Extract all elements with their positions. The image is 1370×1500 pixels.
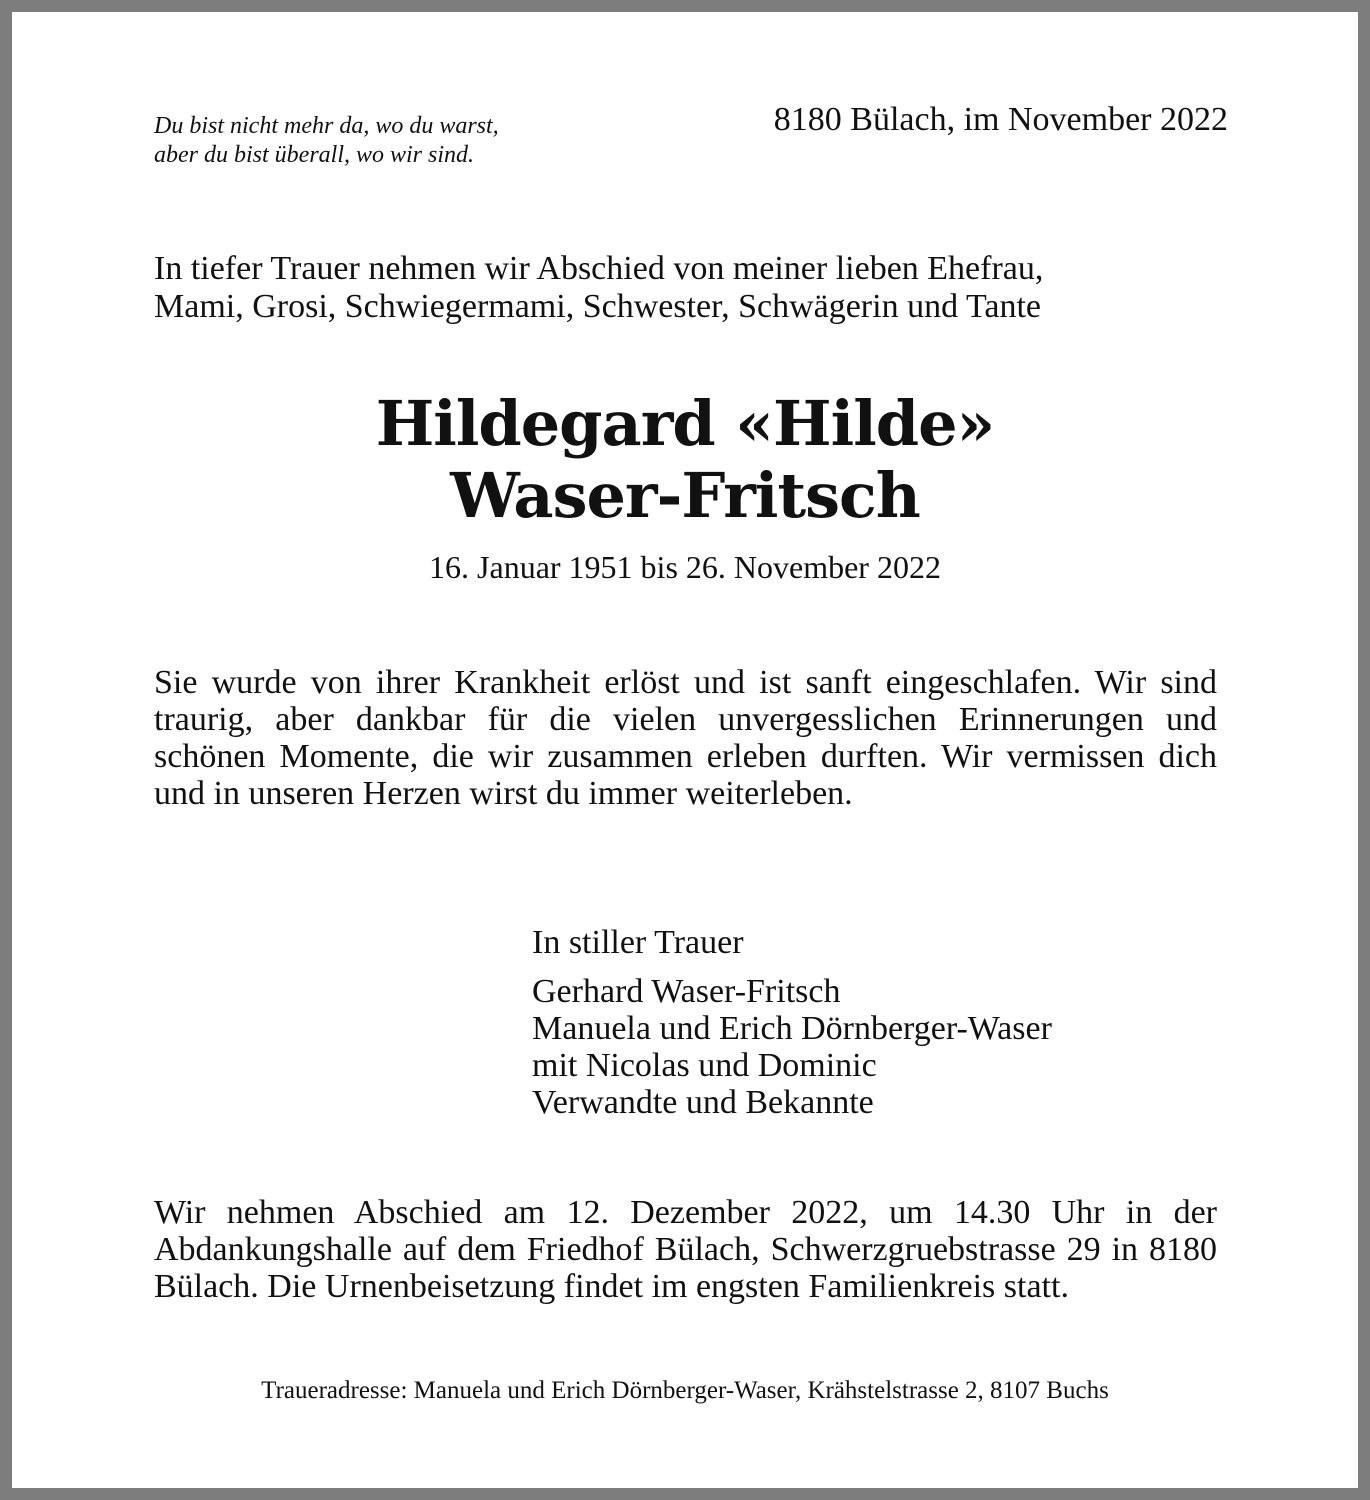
motto-line-1: Du bist nicht mehr da, wo du warst,	[154, 113, 499, 139]
mourners-heading: In stiller Trauer	[532, 924, 744, 961]
mourner-name: mit Nicolas und Dominic	[532, 1047, 877, 1084]
obituary-sheet	[12, 12, 1358, 1488]
mourning-address: Traueradresse: Manuela und Erich Dörnberger-Waser, Krähstelstrasse 2, 8107 Buchs	[261, 1377, 1109, 1404]
mourner-name: Gerhard Waser-Fritsch	[532, 973, 841, 1010]
mourners-list	[532, 973, 1232, 1121]
motto-quote	[154, 112, 674, 170]
motto-line-2: aber du bist überall, wo wir sind.	[154, 142, 475, 168]
mourner-name: Manuela und Erich Dörnberger-Waser	[532, 1010, 1052, 1047]
tribute-text: Sie wurde von ihrer Krankheit erlöst und ist sanft eingeschlafen. Wir sind traurig, aber dankbar für die vielen unvergesslichen Erinnerungen und schönen Momente, die wir zusammen erleben durften. Wir vermissen dich und in unseren Herzen wirst du immer weiterleben.	[154, 664, 1217, 812]
deceased-name	[12, 388, 1358, 532]
intro-text	[154, 250, 1234, 326]
place-date: 8180 Bülach, im November 2022	[773, 101, 1228, 138]
deceased-name-line-2: Waser-Fritsch	[450, 459, 920, 532]
mourner-name: Verwandte und Bekannte	[532, 1084, 874, 1121]
service-info: Wir nehmen Abschied am 12. Dezember 2022, um 14.30 Uhr in der Abdankungshalle auf dem Friedhof Bülach, Schwerzgruebstrasse 29 in 8180 Bülach. Die Urnenbeisetzung findet im engsten Familienkreis statt.	[154, 1194, 1217, 1305]
intro-line-2: Mami, Grosi, Schwiegermami, Schwester, Schwägerin und Tante	[154, 288, 1041, 325]
life-dates: 16. Januar 1951 bis 26. November 2022	[429, 549, 941, 585]
deceased-name-line-1: Hildegard «Hilde»	[375, 387, 995, 460]
intro-line-1: In tiefer Trauer nehmen wir Abschied von meiner lieben Ehefrau,	[154, 250, 1044, 287]
